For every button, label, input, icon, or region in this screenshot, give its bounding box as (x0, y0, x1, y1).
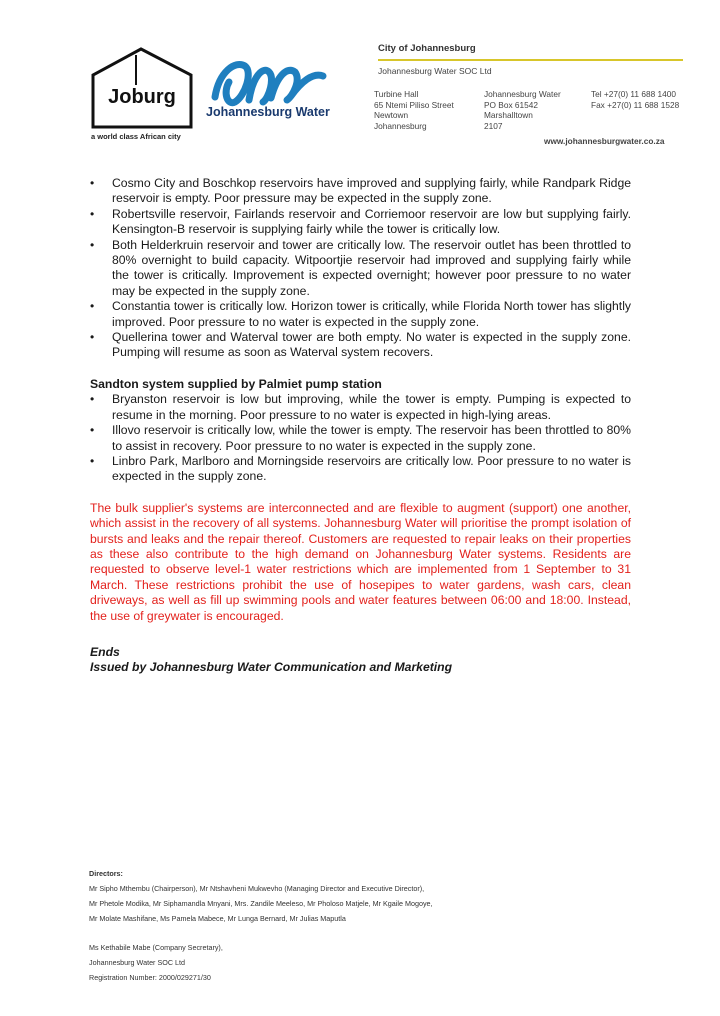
bullet-list-reservoirs (90, 176, 631, 361)
postal-address (484, 89, 561, 131)
registration-number: Registration Number: 2000/029271/30 (89, 973, 211, 982)
directors-line: Mr Phetole Modika, Mr Siphamandla Mnyani, Mrs. Zandile Meeleso, Mr Pholoso Matjele, Mr Kgaile Mogoye, (89, 899, 433, 908)
address-line: 65 Ntemi Piliso Street (374, 99, 454, 110)
directors-line: Mr Sipho Mthembu (Chairperson), Mr Ntshavheni Mukwevho (Managing Director and Executive Director), (89, 884, 425, 893)
list-item: • Constantia tower is critically low. Horizon tower is critically, while Florida North tower has slightly improved. Poor pressure to no water is expected in the supply zone. (90, 299, 631, 330)
address-line: Johannesburg (374, 120, 427, 131)
website-link[interactable]: www.johannesburgwater.co.za (544, 136, 665, 146)
address-line: 2107 (484, 120, 503, 131)
list-item: • Bryanston reservoir is low but improving, while the tower is empty. Pumping is expected to resume in the morning. Poor pressure to no water is expected in high-lying areas. (90, 392, 631, 423)
joburg-logo-text: Joburg (108, 86, 176, 108)
johannesburg-water-name: Johannesburg Water (206, 105, 330, 119)
issued-by: Issued by Johannesburg Water Communication and Marketing (90, 660, 453, 675)
header-divider (378, 59, 683, 61)
physical-address (374, 89, 454, 131)
org-title: City of Johannesburg (378, 43, 476, 54)
restrictions-notice: The bulk supplier's systems are interconnected and are flexible to augment (support) one another, which assist in the recovery of all systems. Johannesburg Water will prioritise the prompt isolation of bursts and leaks and the repair thereof. Customers are requested to repair leaks on their properties as these also contribute to the high demand on Johannesburg Water systems. Residents are requested to observe level-1 water restrictions which are implemented from 1 September to 31 March. These restrictions prohibit the use of hosepipes to water gardens, wash cars, clean driveways, as well as fill up swimming pools and water features between 06:00 and 18:00. Instead, the use of greywater is encouraged. (90, 500, 631, 623)
contact-numbers (591, 89, 679, 110)
list-item: • Quellerina tower and Waterval tower are both empty. No water is expected in the supply zone. Pumping will resume as soon as Waterval system recovers. (90, 330, 631, 361)
ends-label: Ends (90, 644, 120, 659)
address-line: PO Box 61542 (484, 99, 538, 110)
address-line: Marshalltown (484, 110, 533, 120)
section-heading: Sandton system supplied by Palmiet pump station (90, 376, 382, 391)
address-line: Johannesburg Water (484, 89, 561, 99)
org-subtitle: Johannesburg Water SOC Ltd (378, 66, 492, 76)
tel-number: Tel +27(0) 11 688 1400 (591, 89, 676, 99)
list-item: • Cosmo City and Boschkop reservoirs have improved and supplying fairly, while Randpark Ridge reservoir is empty. Poor pressure may be expected in the supply zone. (90, 176, 631, 207)
address-line: Newtown (374, 110, 409, 120)
letterhead (0, 0, 720, 160)
secretary-line: Ms Kethabile Mabe (Company Secretary), (89, 943, 223, 952)
joburg-logo (91, 47, 194, 129)
list-item: • Robertsville reservoir, Fairlands reservoir and Corriemoor reservoir are low but supplying fairly. Kensington-B reservoir is supplying fairly while the tower is critically low. (90, 207, 631, 238)
directors-footer (89, 866, 649, 985)
list-item: • Linbro Park, Marlboro and Morningside reservoirs are critically low. Poor pressure to no water is expected in the supply zone. (90, 454, 631, 485)
list-item: • Illovo reservoir is critically low, while the tower is empty. The reservoir has been throttled to 80% to assist in recovery. Poor pressure to no water is expected in the supply zone. (90, 423, 631, 454)
bullet-list-sandton (90, 392, 631, 484)
directors-label: Directors: (89, 869, 123, 878)
document-body (90, 176, 631, 676)
directors-line: Mr Molate Mashifane, Ms Pamela Mabece, Mr Lunga Bernard, Mr Julias Maputla (89, 914, 346, 923)
list-item: • Both Helderkruin reservoir and tower are critically low. The reservoir outlet has been throttled to 80% overnight to build capacity. Witpoortjie reservoir had improved and supplying fairly while the tower is critically. Improvement is expected overnight; however poor pressure to no water may be expected in the supply zone. (90, 238, 631, 300)
spacer (89, 926, 649, 940)
fax-number: Fax +27(0) 11 688 1528 (591, 99, 680, 110)
address-line: Turbine Hall (374, 89, 419, 99)
joburg-tagline: a world class African city (91, 132, 181, 141)
company-line: Johannesburg Water SOC Ltd (89, 958, 186, 967)
